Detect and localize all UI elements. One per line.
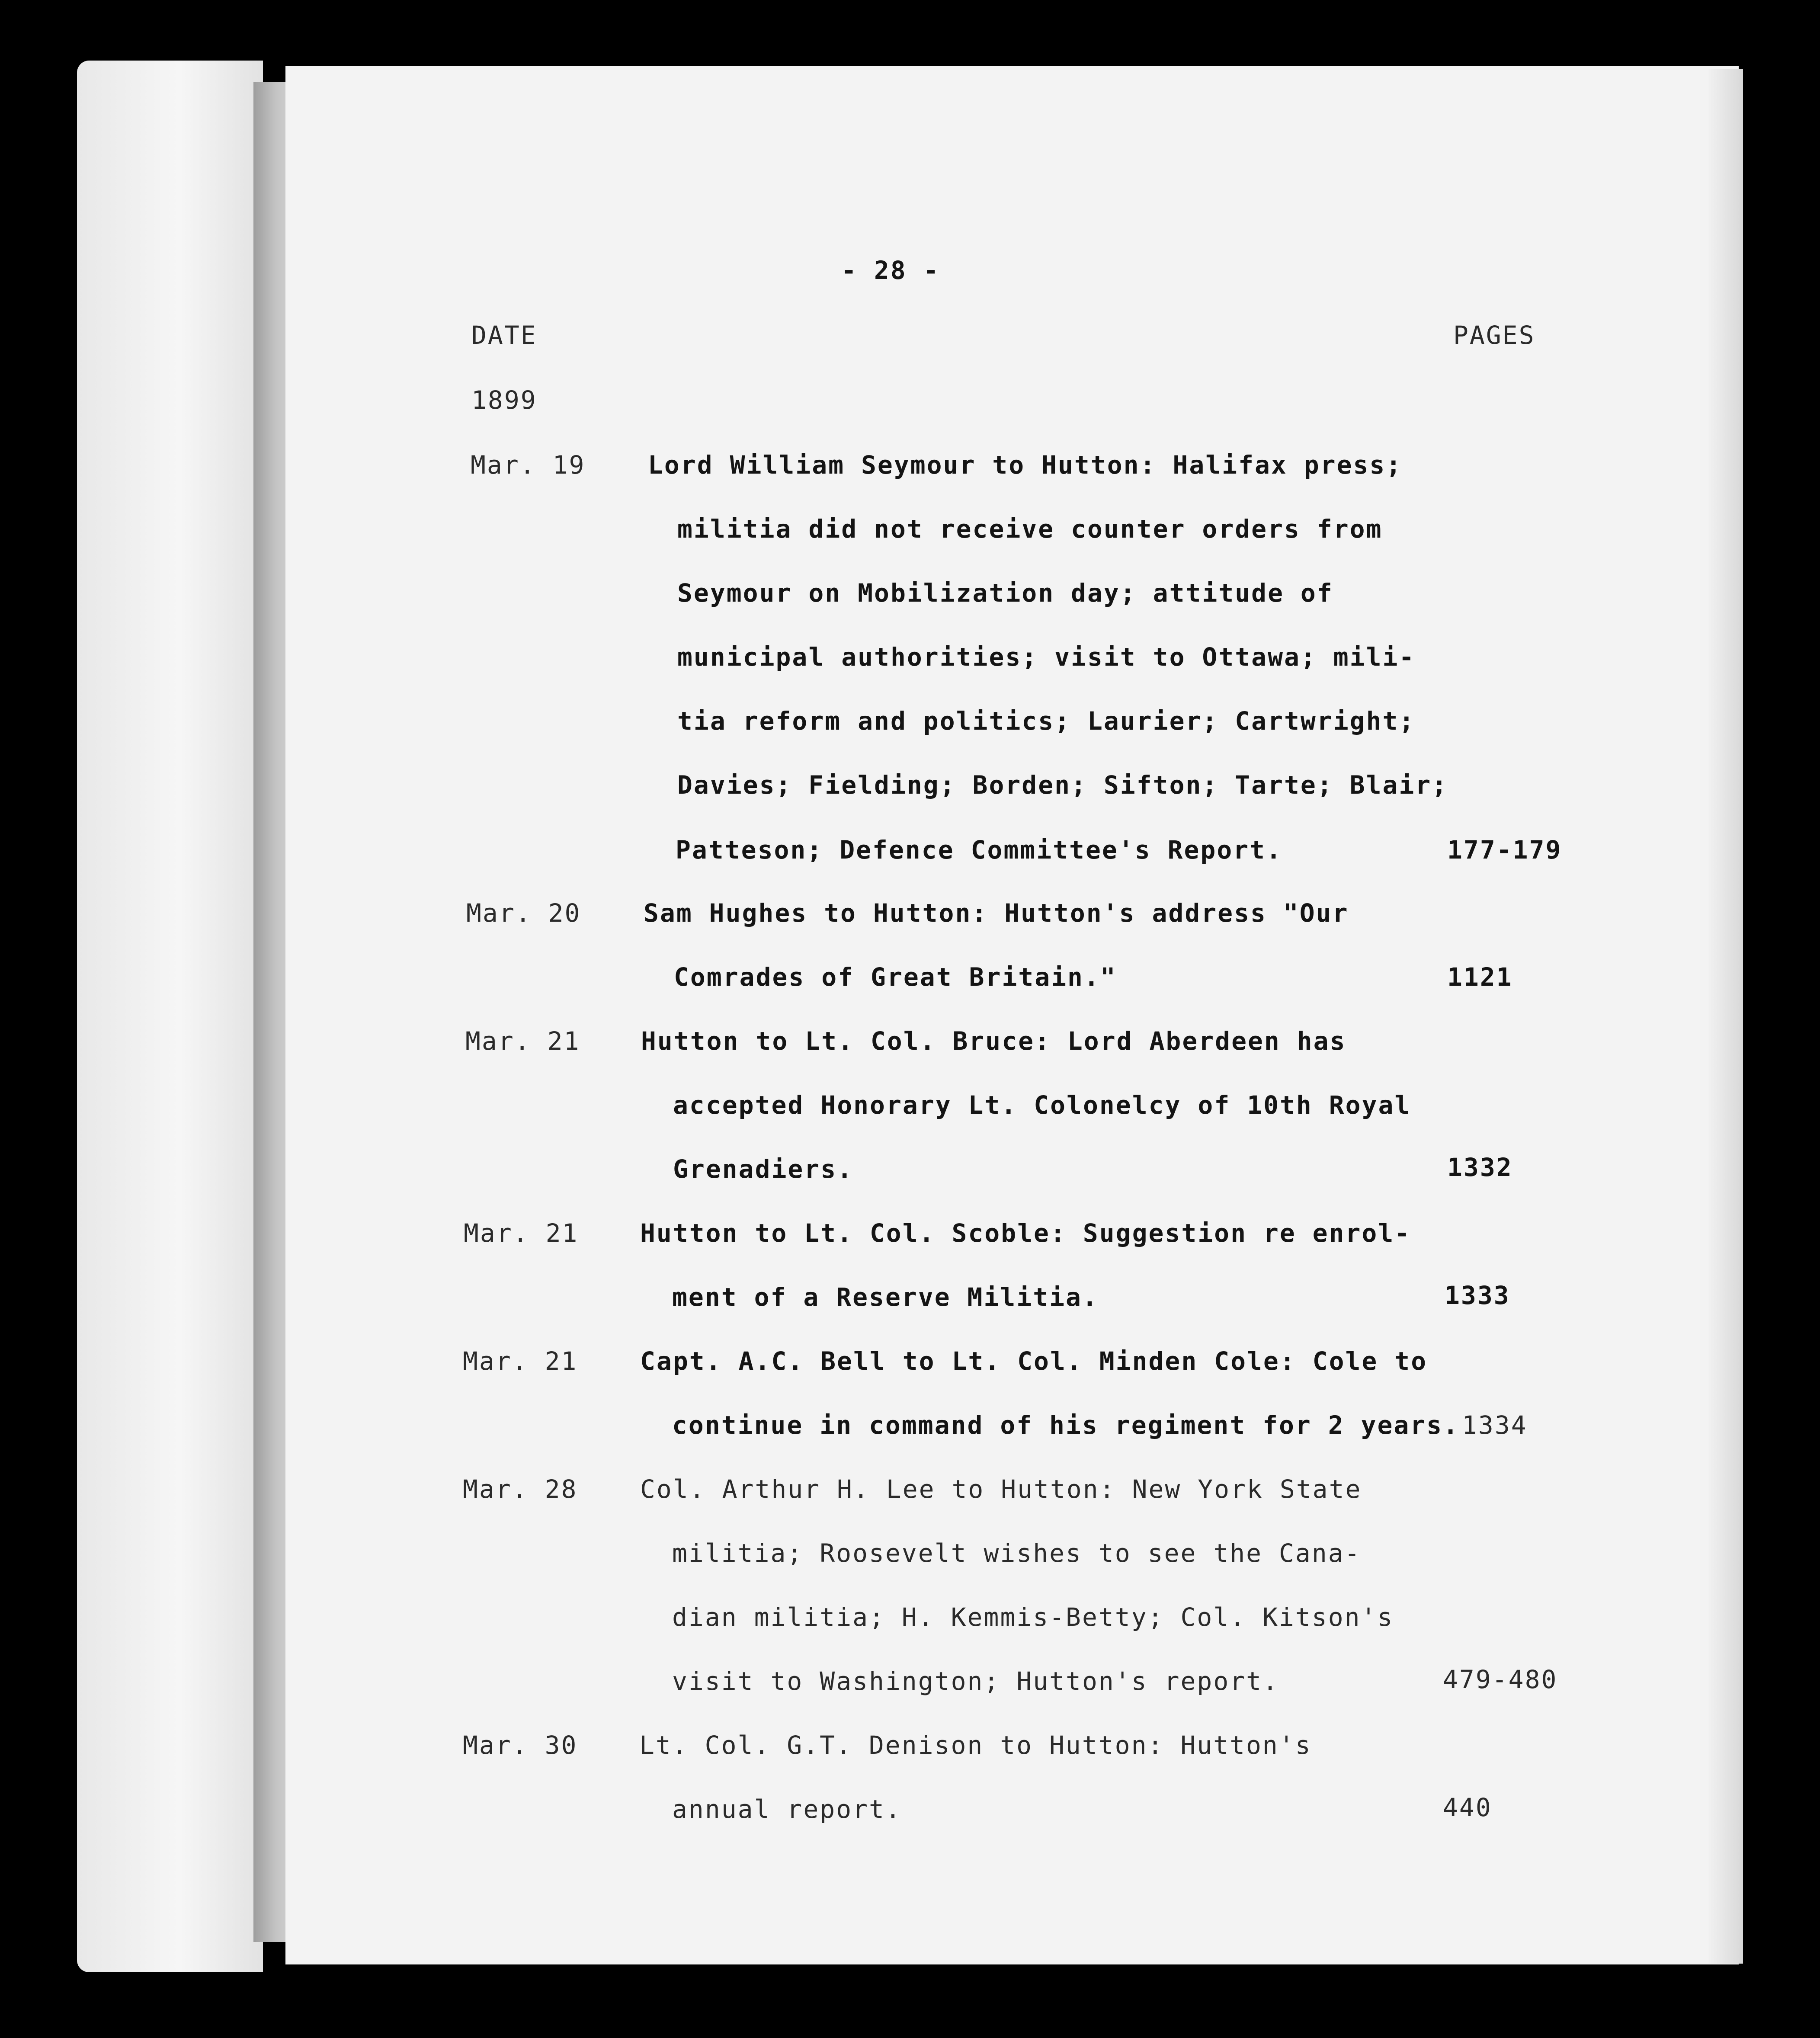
entry-line: Sam Hughes to Hutton: Hutton's address "Our — [644, 898, 1349, 928]
entry-pages: 1334 — [1462, 1410, 1528, 1440]
entry-date: Mar. 21 — [465, 1026, 580, 1056]
entry-line: Col. Arthur H. Lee to Hutton: New York State — [640, 1474, 1362, 1504]
entry-line: dian militia; H. Kemmis-Betty; Col. Kitson's — [672, 1602, 1394, 1632]
entry-line: Grenadiers. — [673, 1154, 854, 1184]
entry-line: accepted Honorary Lt. Colonelcy of 10th Royal — [673, 1090, 1411, 1120]
entry-line: Seymour on Mobilization day; attitude of — [677, 578, 1333, 608]
entry-pages: 177-179 — [1447, 835, 1562, 865]
page-edge — [1708, 69, 1743, 1964]
entry-line: militia did not receive counter orders from — [677, 514, 1383, 544]
entry-line: Comrades of Great Britain." — [674, 962, 1117, 992]
year-heading: 1899 — [471, 385, 537, 415]
entry-line: ment of a Reserve Militia. — [672, 1282, 1099, 1312]
entry-line: tia reform and politics; Laurier; Cartwright; — [677, 706, 1416, 736]
entry-pages: 440 — [1443, 1793, 1492, 1822]
entry-date: Mar. 20 — [466, 898, 581, 928]
entry-line: militia; Roosevelt wishes to see the Cana- — [672, 1538, 1361, 1568]
entry-date: Mar. 19 — [471, 450, 586, 480]
entry-pages: 1333 — [1445, 1281, 1510, 1310]
entry-line: visit to Washington; Hutton's report. — [672, 1666, 1279, 1696]
entry-date: Mar. 21 — [464, 1218, 579, 1248]
entry-line: annual report. — [672, 1794, 902, 1824]
book-binding — [77, 61, 263, 1972]
entry-line: Lt. Col. G.T. Denison to Hutton: Hutton's — [639, 1730, 1312, 1760]
entry-line: Hutton to Lt. Col. Scoble: Suggestion re enrol- — [640, 1218, 1411, 1248]
date-column-header: DATE — [471, 320, 537, 350]
entry-line: Capt. A.C. Bell to Lt. Col. Minden Cole: Cole to — [640, 1346, 1428, 1376]
entry-pages: 1121 — [1447, 962, 1513, 992]
entry-line: Lord William Seymour to Hutton: Halifax press; — [648, 450, 1403, 480]
entry-date: Mar. 28 — [463, 1474, 578, 1504]
entry-line: Patteson; Defence Committee's Report. — [676, 835, 1283, 865]
entry-line: Davies; Fielding; Borden; Sifton; Tarte; Blair; — [677, 770, 1448, 800]
entry-pages: 1332 — [1447, 1153, 1513, 1182]
entry-line: continue in command of his regiment for 2 years. — [672, 1410, 1460, 1440]
entry-line: Hutton to Lt. Col. Bruce: Lord Aberdeen has — [641, 1026, 1346, 1056]
entry-date: Mar. 21 — [463, 1346, 578, 1376]
pages-column-header: PAGES — [1453, 320, 1535, 350]
entry-line: municipal authorities; visit to Ottawa; mili- — [677, 642, 1416, 672]
entry-pages: 479-480 — [1443, 1665, 1558, 1694]
entry-date: Mar. 30 — [463, 1730, 578, 1760]
page-number: - 28 - — [841, 256, 940, 285]
